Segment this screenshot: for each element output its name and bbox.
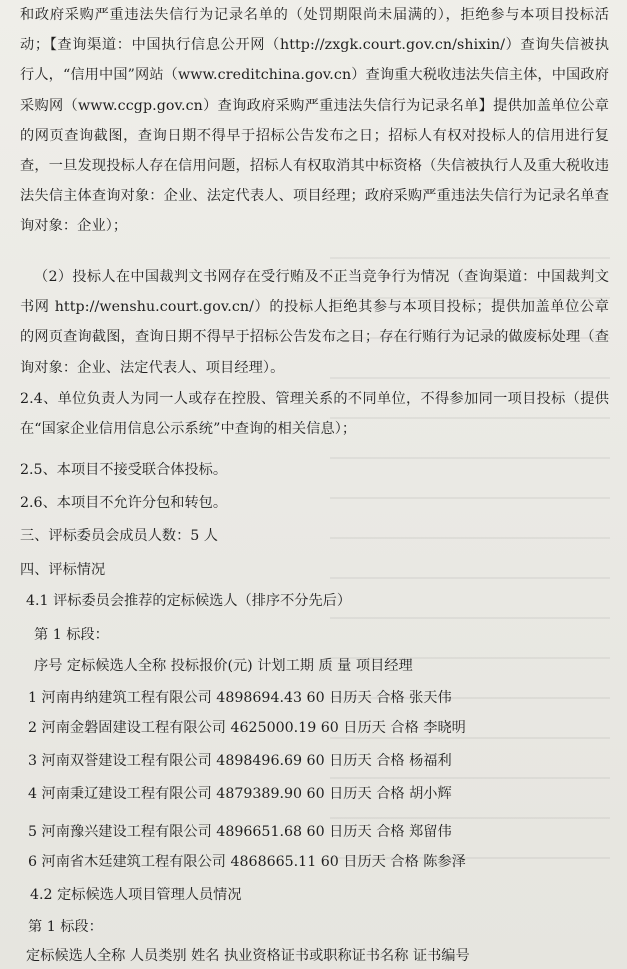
table-row: 4 河南秉辽建设工程有限公司 4879389.90 60 日历天 合格 胡小辉 <box>28 786 452 802</box>
subsection-4-2: 4.2 定标候选人项目管理人员情况 <box>30 887 242 903</box>
paragraph-bribery-check: （2）投标人在中国裁判文书网存在受行贿及不正当竞争行为情况（查询渠道：中国裁判文书网 http://wenshu.court.gov.cn/）的投标人拒绝其参与本项目投标；提供加盖单位公章的网页查询截图，查询日期不得早于招标公告发布之日；存在行贿行为记录的做废标处理（查询对象：企业、法定代表人、项目经理）。 <box>20 269 609 376</box>
bid-section-label: 第 1 标段： <box>34 627 109 643</box>
line-2-5: 2.5、本项目不接受联合体投标。 <box>20 462 228 478</box>
section-4-heading: 四、评标情况 <box>20 562 106 578</box>
table-row: 3 河南双誉建设工程有限公司 4898496.69 60 日历天 合格 杨福利 <box>28 753 452 769</box>
staff-table-header: 定标候选人全称 人员类别 姓名 执业资格证书或职称证书名称 证书编号 <box>26 948 470 964</box>
table-row: 1 河南冉纳建筑工程有限公司 4898694.43 60 日历天 合格 张天伟 <box>28 690 452 706</box>
subsection-4-1: 4.1 评标委员会推荐的定标候选人（排序不分先后） <box>26 593 352 609</box>
paragraph-credit-check: 和政府采购严重违法失信行为记录名单的（处罚期限尚未届满的），拒绝参与本项目投标活动；【查询渠道：中国执行信息公开网（http://zxgk.court.gov.cn/shixin/）查询失信被执行人，“信用中国”网站（www.creditchina.gov.cn）查询重大税收违法失信主体，中国政府采购网（www.ccgp.gov.cn）查询政府采购严重违法失信行为记录名单】提供加盖单位公章的网页查询截图，查询日期不得早于招标公告发布之日；招标人有权对投标人的信用进行复查，一旦发现投标人存在信用问题，招标人有权取消其中标资格（失信被执行人及重大税收违法失信主体查询对象：企业、法定代表人、项目经理；政府采购严重违法失信行为记录名单查询对象：企业）； <box>20 7 609 235</box>
section-3-heading: 三、评标委员会成员人数：5 人 <box>20 528 218 544</box>
paragraph-2-4: 2.4、单位负责人为同一人或存在控股、管理关系的不同单位，不得参加同一项目投标（提供在“国家企业信用信息公示系统”中查询的相关信息）； <box>20 391 609 438</box>
candidate-table-header: 序号 定标候选人全称 投标报价(元) 计划工期 质 量 项目经理 <box>34 658 413 674</box>
line-2-6: 2.6、本项目不允许分包和转包。 <box>20 495 228 511</box>
table-row: 6 河南省木廷建筑工程有限公司 4868665.11 60 日历天 合格 陈参泽 <box>28 854 466 870</box>
table-row: 5 河南豫兴建设工程有限公司 4896651.68 60 日历天 合格 郑留伟 <box>28 824 452 840</box>
table-row: 2 河南金磐固建设工程有限公司 4625000.19 60 日历天 合格 李晓明 <box>28 720 466 736</box>
bid-section-label-2: 第 1 标段： <box>28 919 103 935</box>
